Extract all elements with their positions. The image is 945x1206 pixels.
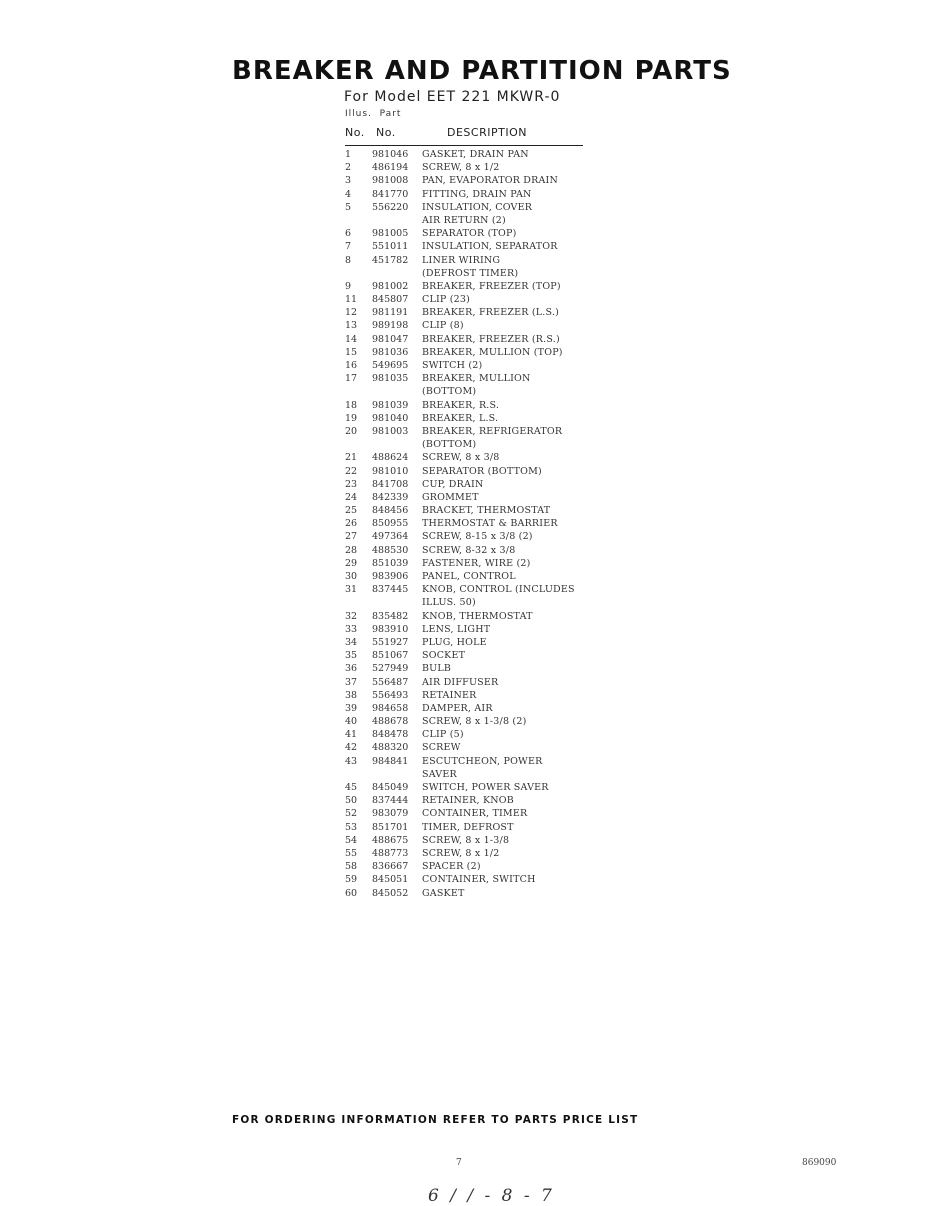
part-number: 556220 (372, 201, 409, 213)
table-row (345, 372, 605, 385)
illus-number: 13 (345, 320, 358, 332)
part-number: 850955 (372, 518, 409, 530)
part-description: FASTENER, WIRE (2) (422, 557, 531, 569)
table-row (345, 201, 605, 214)
table-row (345, 333, 605, 346)
part-number: 851701 (372, 821, 409, 833)
part-number: 981005 (372, 228, 409, 240)
page-number: 7 (456, 1158, 462, 1168)
description-header: DESCRIPTION (447, 126, 527, 139)
illus-number: 26 (345, 518, 358, 530)
illus-number: 39 (345, 702, 358, 714)
part-number: 488320 (372, 742, 409, 754)
illus-number: 34 (345, 636, 358, 648)
part-description: BULB (422, 663, 452, 675)
part-number: 488678 (372, 716, 409, 728)
part-number: 983906 (372, 571, 409, 582)
table-row (345, 649, 605, 662)
page-title: BREAKER AND PARTITION PARTS (232, 56, 732, 86)
table-row (345, 768, 605, 781)
part-number: 981003 (372, 425, 409, 437)
part-number: 486194 (372, 162, 409, 174)
table-row (345, 728, 605, 741)
part-description: KNOB, CONTROL (INCLUDES (422, 584, 575, 596)
table-row (345, 834, 605, 847)
part-description: CLIP (8) (422, 320, 464, 332)
parts-list (345, 148, 605, 900)
illus-number: 33 (345, 623, 358, 635)
part-description: SWITCH (2) (422, 360, 483, 371)
part-header: Part (379, 109, 402, 119)
table-row (345, 702, 605, 715)
table-row (345, 359, 605, 372)
part-description: SCREW, 8 x 3/8 (422, 452, 500, 464)
part-no-header: No. (376, 126, 396, 139)
part-number: 984658 (372, 702, 409, 714)
part-description: BREAKER, R.S. (422, 399, 500, 411)
table-row (345, 636, 605, 649)
illus-number: 5 (345, 201, 352, 213)
part-number: 981008 (372, 175, 409, 187)
table-row (345, 873, 605, 886)
table-row (345, 517, 605, 530)
part-number: 488773 (372, 847, 409, 859)
illus-number: 15 (345, 346, 358, 358)
part-description: SCREW, 8-32 x 3/8 (422, 544, 516, 556)
illus-number: 22 (345, 465, 358, 477)
part-number: 981002 (372, 280, 409, 292)
part-number: 841770 (372, 188, 409, 200)
illus-number: 55 (345, 847, 358, 859)
table-row (345, 887, 605, 900)
table-row (345, 530, 605, 543)
part-number: 527949 (372, 663, 409, 675)
table-row (345, 478, 605, 491)
table-row (345, 174, 605, 187)
illus-number: 12 (345, 307, 358, 319)
table-row (345, 385, 605, 398)
table-row (345, 438, 605, 451)
part-number: 845051 (372, 874, 409, 886)
part-number: 848478 (372, 729, 409, 741)
model-subtitle: For Model EET 221 MKWR-0 (344, 89, 561, 105)
part-description: (DEFROST TIMER) (422, 267, 519, 279)
part-description: CONTAINER, SWITCH (422, 874, 536, 886)
part-description: CONTAINER, TIMER (422, 808, 528, 820)
table-row (345, 557, 605, 570)
part-description: SCREW, 8 x 1/2 (422, 847, 500, 859)
part-number: 845807 (372, 294, 409, 306)
table-row (345, 319, 605, 332)
part-number: 981047 (372, 333, 409, 345)
illus-header: Illus. (345, 109, 372, 119)
illus-number: 17 (345, 373, 358, 385)
part-description: BREAKER, L.S. (422, 412, 499, 424)
part-description: AIR DIFFUSER (422, 676, 499, 688)
part-number: 837444 (372, 795, 409, 807)
table-row (345, 583, 605, 596)
part-description: SWITCH, POWER SAVER (422, 782, 549, 793)
part-number: 837445 (372, 584, 409, 596)
part-description: SEPARATOR (TOP) (422, 228, 517, 240)
part-description: ESCUTCHEON, POWER (422, 755, 543, 767)
table-row (345, 465, 605, 478)
part-description: BRACKET, THERMOSTAT (422, 505, 551, 517)
part-description: CLIP (23) (422, 294, 471, 306)
table-row (345, 860, 605, 873)
part-description: SCREW, 8 x 1-3/8 (2) (422, 716, 527, 728)
illus-number: 24 (345, 491, 358, 503)
part-number: 981035 (372, 373, 409, 385)
part-description: RETAINER (422, 689, 477, 701)
part-number: 497364 (372, 531, 409, 543)
part-description: BREAKER, REFRIGERATOR (422, 425, 563, 437)
illus-number: 36 (345, 663, 358, 675)
illus-number: 19 (345, 412, 358, 424)
part-description: SCREW, 8 x 1/2 (422, 162, 500, 174)
part-description: (BOTTOM) (422, 386, 477, 398)
part-number: 836667 (372, 861, 409, 873)
illus-number: 45 (345, 782, 358, 793)
table-row (345, 451, 605, 464)
part-number: 981040 (372, 412, 409, 424)
table-row (345, 623, 605, 636)
part-number: 983910 (372, 623, 409, 635)
part-number: 845049 (372, 782, 409, 793)
table-row (345, 821, 605, 834)
part-number: 488624 (372, 452, 409, 464)
part-number: 488675 (372, 834, 409, 846)
table-row (345, 544, 605, 557)
part-description: GROMMET (422, 491, 479, 503)
illus-number: 7 (345, 241, 352, 253)
part-number: 845052 (372, 887, 409, 899)
table-row (345, 293, 605, 306)
document-number: 869090 (802, 1158, 837, 1168)
part-description: DAMPER, AIR (422, 702, 493, 714)
table-row (345, 781, 605, 794)
part-number: 981039 (372, 399, 409, 411)
illus-no-header: No. (345, 126, 365, 139)
part-description: SCREW, 8-15 x 3/8 (2) (422, 531, 533, 543)
illus-number: 60 (345, 887, 358, 899)
illus-number: 28 (345, 544, 358, 556)
illus-number: 54 (345, 834, 358, 846)
table-row (345, 689, 605, 702)
part-number: 841708 (372, 478, 409, 490)
illus-number: 11 (345, 294, 358, 306)
table-row (345, 676, 605, 689)
part-description: BREAKER, MULLION (TOP) (422, 346, 563, 358)
part-description: PAN, EVAPORATOR DRAIN (422, 175, 559, 187)
part-description: GASKET (422, 887, 465, 899)
illus-number: 41 (345, 729, 358, 741)
part-description: LENS, LIGHT (422, 623, 491, 635)
illus-number: 4 (345, 188, 352, 200)
table-row (345, 570, 605, 583)
part-description: AIR RETURN (2) (422, 214, 506, 226)
part-description: SEPARATOR (BOTTOM) (422, 465, 542, 477)
part-description: INSULATION, SEPARATOR (422, 241, 558, 253)
table-row (345, 741, 605, 754)
illus-number: 2 (345, 162, 352, 174)
part-description: TIMER, DEFROST (422, 821, 514, 833)
part-description: INSULATION, COVER (422, 201, 533, 213)
part-number: 551011 (372, 241, 409, 253)
illus-number: 21 (345, 452, 358, 464)
part-description: SPACER (2) (422, 861, 481, 873)
part-description: PLUG, HOLE (422, 636, 487, 648)
illus-number: 52 (345, 808, 358, 820)
table-row (345, 254, 605, 267)
illus-number: 53 (345, 821, 358, 833)
illus-number: 32 (345, 610, 358, 622)
table-row (345, 807, 605, 820)
table-row (345, 662, 605, 675)
part-description: BREAKER, FREEZER (TOP) (422, 280, 561, 292)
part-number: 981191 (372, 307, 409, 319)
table-row (345, 755, 605, 768)
part-description: FITTING, DRAIN PAN (422, 188, 532, 200)
part-description: (BOTTOM) (422, 439, 477, 451)
table-row (345, 491, 605, 504)
part-description: PANEL, CONTROL (422, 571, 516, 582)
illus-number: 3 (345, 175, 352, 187)
column-header-top (345, 109, 401, 119)
table-row (345, 346, 605, 359)
part-description: CLIP (5) (422, 729, 464, 741)
part-description: ILLUS. 50) (422, 597, 476, 609)
part-number: 851039 (372, 557, 409, 569)
part-number: 848456 (372, 505, 409, 517)
illus-number: 25 (345, 505, 358, 517)
part-number: 556487 (372, 676, 409, 688)
part-description: RETAINER, KNOB (422, 795, 514, 807)
part-number: 851067 (372, 650, 409, 662)
part-number: 981046 (372, 149, 409, 160)
table-row (345, 188, 605, 201)
part-number: 451782 (372, 254, 409, 266)
part-number: 835482 (372, 610, 409, 622)
illus-number: 9 (345, 280, 352, 292)
table-row (345, 412, 605, 425)
part-number: 842339 (372, 491, 409, 503)
illus-number: 23 (345, 478, 358, 490)
illus-number: 35 (345, 650, 358, 662)
illus-number: 50 (345, 795, 358, 807)
part-description: SOCKET (422, 650, 466, 662)
ordering-note: FOR ORDERING INFORMATION REFER TO PARTS PRICE LIST (232, 1114, 639, 1126)
part-number: 556493 (372, 689, 409, 701)
part-number: 549695 (372, 360, 409, 371)
illus-number: 18 (345, 399, 358, 411)
illus-number: 59 (345, 874, 358, 886)
illus-number: 38 (345, 689, 358, 701)
table-row (345, 610, 605, 623)
part-description: BREAKER, FREEZER (L.S.) (422, 307, 560, 319)
table-row (345, 227, 605, 240)
table-row (345, 214, 605, 227)
table-row (345, 596, 605, 609)
part-description: THERMOSTAT & BARRIER (422, 518, 558, 530)
part-description: GASKET, DRAIN PAN (422, 149, 529, 160)
illus-number: 27 (345, 531, 358, 543)
table-row (345, 267, 605, 280)
illus-number: 16 (345, 360, 358, 371)
table-row (345, 715, 605, 728)
table-row (345, 161, 605, 174)
illus-number: 43 (345, 755, 358, 767)
table-row (345, 425, 605, 438)
part-description: SCREW, 8 x 1-3/8 (422, 834, 510, 846)
table-row (345, 148, 605, 161)
table-row (345, 847, 605, 860)
illus-number: 31 (345, 584, 358, 596)
part-number: 488530 (372, 544, 409, 556)
illus-number: 58 (345, 861, 358, 873)
part-description: CUP, DRAIN (422, 478, 484, 490)
part-number: 984841 (372, 755, 409, 767)
table-row (345, 399, 605, 412)
illus-number: 42 (345, 742, 358, 754)
illus-number: 37 (345, 676, 358, 688)
part-description: SCREW (422, 742, 461, 754)
illus-number: 40 (345, 716, 358, 728)
handwritten-note: 6 / / - 8 - 7 (428, 1186, 555, 1206)
part-number: 989198 (372, 320, 409, 332)
part-number: 551927 (372, 636, 409, 648)
part-number: 983079 (372, 808, 409, 820)
part-number: 981010 (372, 465, 409, 477)
illus-number: 30 (345, 571, 358, 582)
header-rule (345, 145, 583, 146)
illus-number: 29 (345, 557, 358, 569)
part-description: LINER WIRING (422, 254, 501, 266)
part-description: KNOB, THERMOSTAT (422, 610, 533, 622)
table-row (345, 794, 605, 807)
illus-number: 14 (345, 333, 358, 345)
table-row (345, 306, 605, 319)
illus-number: 6 (345, 228, 352, 240)
table-row (345, 280, 605, 293)
illus-number: 1 (345, 149, 352, 160)
part-description: BREAKER, FREEZER (R.S.) (422, 333, 560, 345)
table-row (345, 240, 605, 253)
table-row (345, 504, 605, 517)
illus-number: 8 (345, 254, 352, 266)
part-description: SAVER (422, 768, 457, 780)
illus-number: 20 (345, 425, 358, 437)
part-description: BREAKER, MULLION (422, 373, 531, 385)
part-number: 981036 (372, 346, 409, 358)
